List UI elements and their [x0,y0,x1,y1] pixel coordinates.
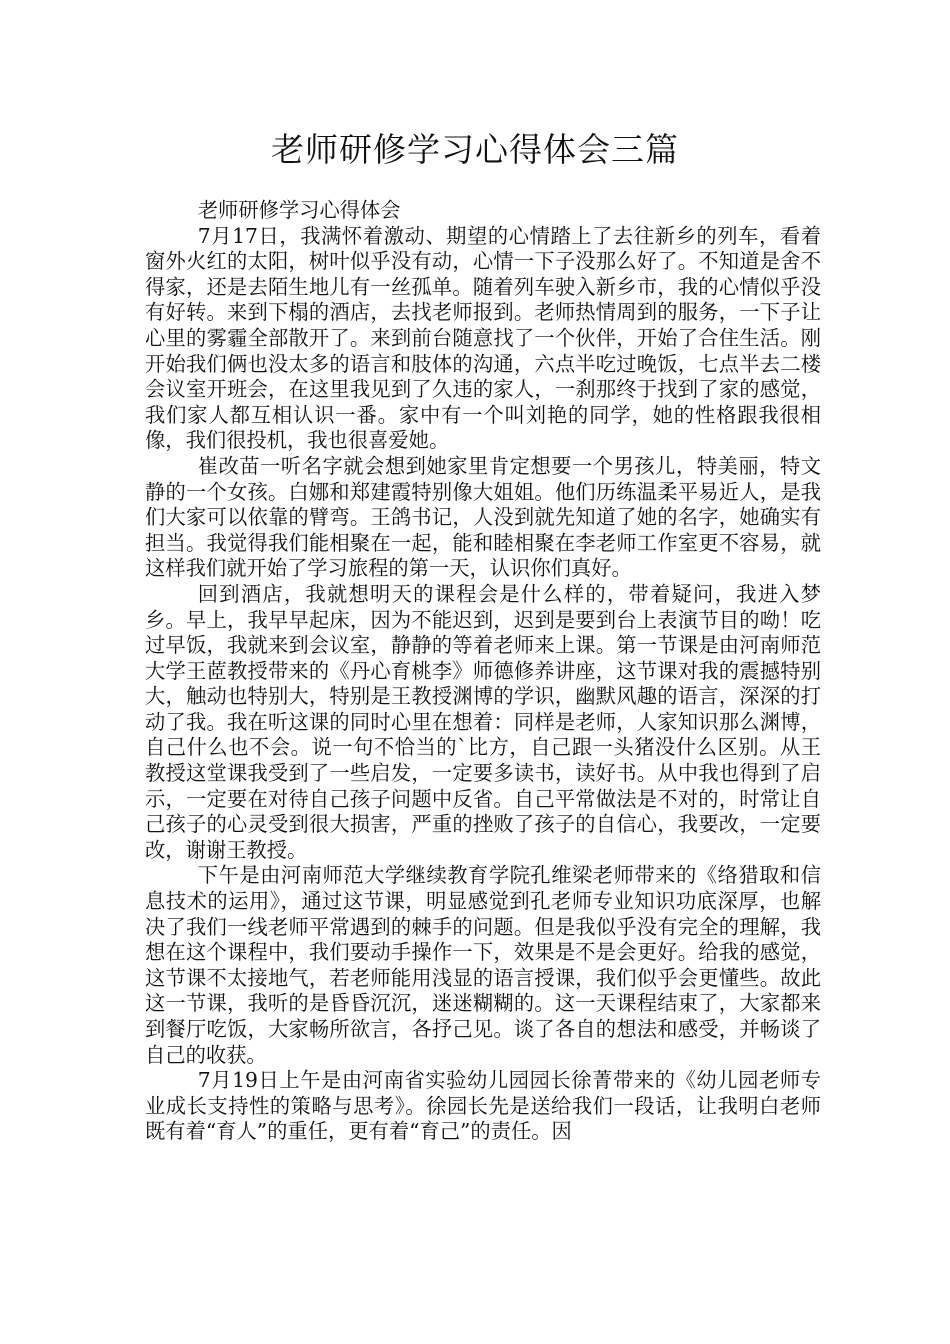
paragraph: 崔改苗一听名字就会想到她家里肯定想要一个男孩儿，特美丽，特文静的一个女孩。白娜和郑建霞特别像大姐姐。他们历练温柔平易近人，是我们大家可以依靠的臂弯。王鸽书记，人没到就先知道了她的名字，她确实有担当。我觉得我们能相聚在一起，能和睦相聚在李老师工作室更不容易，就这样我们就开始了学习旅程的第一天，认识你们真好。 [145,453,821,581]
paragraph: 7月17日，我满怀着激动、期望的心情踏上了去往新乡的列车，看着窗外火红的太阳，树叶似乎没有动，心情一下子没那么好了。不知道是舍不得家，还是去陌生地儿有一丝孤单。随着列车驶入新乡市，我的心情似乎没有好转。来到下榻的酒店，去找老师报到。老师热情周到的服务，一下子让心里的雾霾全部散开了。来到前台随意找了一个伙伴，开始了合住生活。刚开始我们俩也没太多的语言和肢体的沟通，六点半吃过晚饭，七点半去二楼会议室开班会，在这里我见到了久违的家人，一刹那终于找到了家的感觉，我们家人都互相认识一番。家中有一个叫刘艳的同学，她的性格跟我很相像，我们很投机，我也很喜爱她。 [145,223,821,453]
paragraph: 7月19日上午是由河南省实验幼儿园园长徐菁带来的《幼儿园老师专业成长支持性的策略与思考》。徐园长先是送给我们一段话，让我明白老师既有着“育人”的重任，更有着“育己”的责任。因 [145,1068,821,1144]
document-title: 老师研修学习心得体会三篇 [271,130,679,169]
paragraph: 下午是由河南师范大学继续教育学院孔维梁老师带来的《络猎取和信息技术的运用》，通过这节课，明显感觉到孔老师专业知识功底深厚，也解决了我们一线老师平常遇到的棘手的问题。但是我似乎没有完全的理解，我想在这个课程中，我们要动手操作一下，效果是不是会更好。给我的感觉，这节课不太接地气，若老师能用浅显的语言授课，我们似乎会更懂些。故此这一节课，我听的是昏昏沉沉，迷迷糊糊的。这一天课程结束了，大家都来到餐厅吃饭，大家畅所欲言，各抒己见。谈了各自的想法和感受，并畅谈了自己的收获。 [145,863,821,1067]
document-body [145,198,821,1145]
document-subtitle: 老师研修学习心得体会 [197,198,401,222]
paragraph: 回到酒店，我就想明天的课程会是什么样的，带着疑问，我进入梦乡。早上，我早早起床，因为不能迟到，迟到是要到台上表演节目的呦！吃过早饭，我就来到会议室，静静的等着老师来上课。第一节课是由河南师范大学王茝教授带来的《丹心育桃李》师德修养讲座，这节课对我的震撼特别大，触动也特别大，特别是王教授渊博的学识，幽默风趣的语言，深深的打动了我。我在听这课的同时心里在想着：同样是老师，人家知识那么渊博，自己什么也不会。说一句不恰当的`比方，自己跟一头猪没什么区别。从王教授这堂课我受到了一些启发，一定要多读书，读好书。从中我也得到了启示，一定要在对待自己孩子问题中反省。自己平常做法是不对的，时常让自己孩子的心灵受到很大损害，严重的挫败了孩子的自信心，我要改，一定要改，谢谢王教授。 [145,581,821,862]
